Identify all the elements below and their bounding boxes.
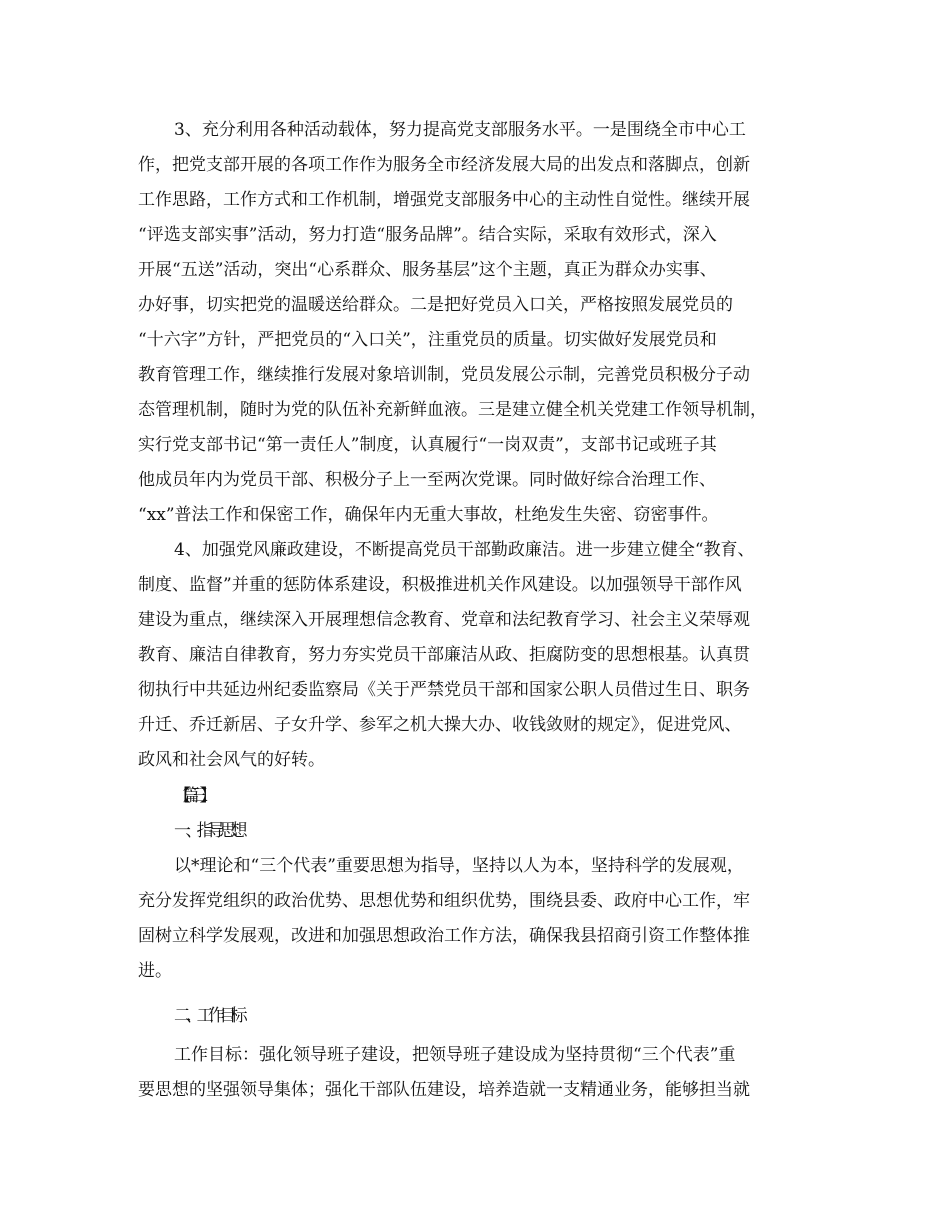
text-line: “xx”普法工作和保密工作，确保年内无重大事故，杜绝发生失密、窃密事件。: [138, 505, 719, 525]
text-line: “评选支部实事”活动，努力打造“服务品牌”。结合实际，采取有效形式，深入: [138, 225, 717, 245]
text-line: 4、加强党风廉政建设，不断提高党员干部勤政廉洁。进一步建立健全“教育、: [174, 540, 755, 560]
text-line: 政风和社会风气的好转。: [138, 750, 325, 770]
text-line: 工作目标：强化领导班子建设，把领导班子建设成为坚持贯彻“三个代表”重: [174, 1045, 736, 1065]
text-line: 作，把党支部开展的各项工作作为服务全市经济发展大局的出发点和落脚点，创新: [138, 155, 750, 175]
text-line: 3、充分利用各种活动载体，努力提高党支部服务水平。一是围绕全市中心工: [174, 120, 746, 140]
text-line: 固树立科学发展观，改进和加强思想政治工作方法，确保我县招商引资工作整体推: [138, 926, 750, 946]
section-heading: 一、指导思想: [174, 821, 242, 841]
text-line: 建设为重点，继续深入开展理想信念教育、党章和法纪教育学习、社会主义荣辱观: [138, 610, 750, 630]
text-line: 他成员年内为党员干部、积极分子上一至两次党课。同时做好综合治理工作、: [138, 470, 716, 490]
section-heading: 二、工作目标: [174, 1006, 242, 1026]
text-line: 办好事，切实把党的温暖送给群众。二是把好党员入口关，严格按照发展党员的: [138, 295, 733, 315]
section-heading: 【篇三】: [174, 786, 208, 806]
text-line: 教育、廉洁自律教育，努力夯实党员干部廉洁从政、拒腐防变的思想根基。认真贯: [138, 645, 750, 665]
text-line: 充分发挥党组织的政治优势、思想优势和组织优势，围绕县委、政府中心工作，牢: [138, 891, 750, 911]
text-line: 态管理机制，随时为党的队伍补充新鲜血液。三是建立健全机关党建工作领导机制，: [138, 400, 767, 420]
text-line: 工作思路，工作方式和工作机制，增强党支部服务中心的主动性自觉性。继续开展: [138, 190, 750, 210]
text-line: 以*理论和“三个代表”重要思想为指导，坚持以人为本，坚持科学的发展观，: [174, 856, 744, 876]
text-line: 彻执行中共延边州纪委监察局《关于严禁党员干部和国家公职人员借过生日、职务: [138, 680, 750, 700]
text-line: 制度、监督”并重的惩防体系建设，积极推进机关作风建设。以加强领导干部作风: [138, 575, 742, 595]
text-line: 进。: [138, 961, 172, 981]
text-line: 教育管理工作，继续推行发展对象培训制，党员发展公示制，完善党员积极分子动: [138, 365, 750, 385]
text-line: 开展“五送”活动，突出“心系群众、服务基层”这个主题，真正为群众办实事、: [138, 260, 717, 280]
text-line: 要思想的坚强领导集体；强化干部队伍建设，培养造就一支精通业务，能够担当就: [138, 1080, 750, 1100]
text-line: 升迁、乔迁新居、子女升学、参军之机大操大办、收钱敛财的规定》，促进党风、: [138, 715, 742, 735]
text-line: “十六字”方针，严把党员的“入口关”，注重党员的质量。切实做好发展党员和: [138, 330, 717, 350]
text-line: 实行党支部书记“第一责任人”制度，认真履行“一岗双责”，支部书记或班子其: [138, 435, 717, 455]
